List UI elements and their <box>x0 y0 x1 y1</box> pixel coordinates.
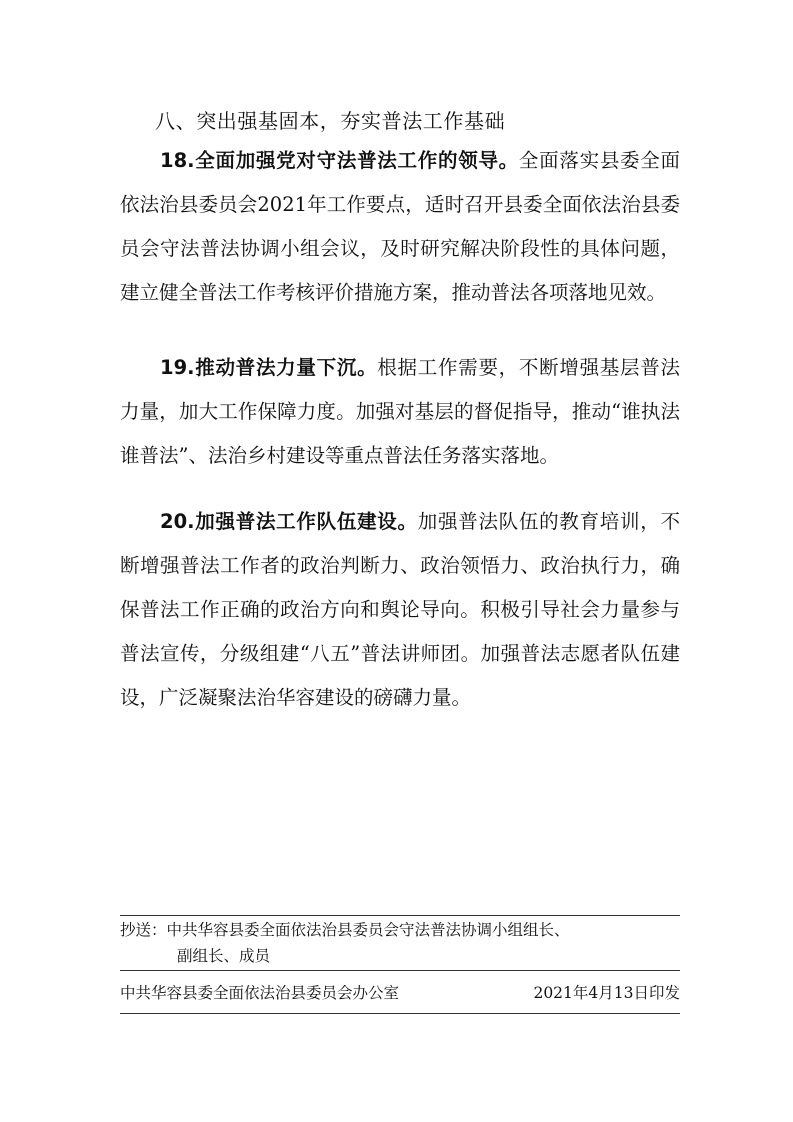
item-20-paragraph <box>120 500 680 720</box>
issuer-line <box>120 978 680 1008</box>
footer-rule-top <box>120 915 680 916</box>
item-18-paragraph <box>120 139 680 315</box>
item-18-body: 全面落实县委全面依法治县委员会2021年工作要点，适时召开县委全面依法治县委员会守法普法协调小组会议，及时研究解决阶段性的具体问题，建立健全普法工作考核评价措施方案，推动普法各项落地见效。 <box>120 149 680 304</box>
cc-block <box>120 917 680 969</box>
item-20-heading: 20.加强普法工作队伍建设。 <box>160 510 418 533</box>
item-19-body: 根据工作需要，不断增强基层普法力量，加大工作保障力度。加强对基层的督促指导，推动“谁执法谁普法”、法治乡村建设等重点普法任务落实落地。 <box>120 356 680 467</box>
cc-line-1 <box>120 917 680 943</box>
footer-rule-middle <box>120 970 680 971</box>
issue-date: 2021年4月13日印发 <box>533 984 680 1002</box>
item-18-heading: 18.全面加强党对守法普法工作的领导。 <box>160 149 519 172</box>
cc-recipients-1: 中共华容县委全面依法治县委员会守法普法协调小组组长、 <box>166 921 570 939</box>
item-19-heading: 19.推动普法力量下沉。 <box>160 356 378 379</box>
item-19-paragraph <box>120 346 680 478</box>
footer-rule-bottom <box>120 1013 680 1014</box>
item-20-body: 加强普法队伍的教育培训，不断增强普法工作者的政治判断力、政治领悟力、政治执行力，确保普法工作正确的政治方向和舆论导向。积极引导社会力量参与普法宣传，分级组建“八五”普法讲师团。加强普法志愿者队伍建设，广泛凝聚法治华容建设的磅礴力量。 <box>120 510 680 709</box>
issuer-name: 中共华容县委全面依法治县委员会办公室 <box>120 984 400 1002</box>
cc-label: 抄送： <box>120 921 167 939</box>
section-heading: 八、突出强基固本，夯实普法工作基础 <box>155 109 506 133</box>
cc-recipients-2: 副组长、成员 <box>177 947 271 965</box>
